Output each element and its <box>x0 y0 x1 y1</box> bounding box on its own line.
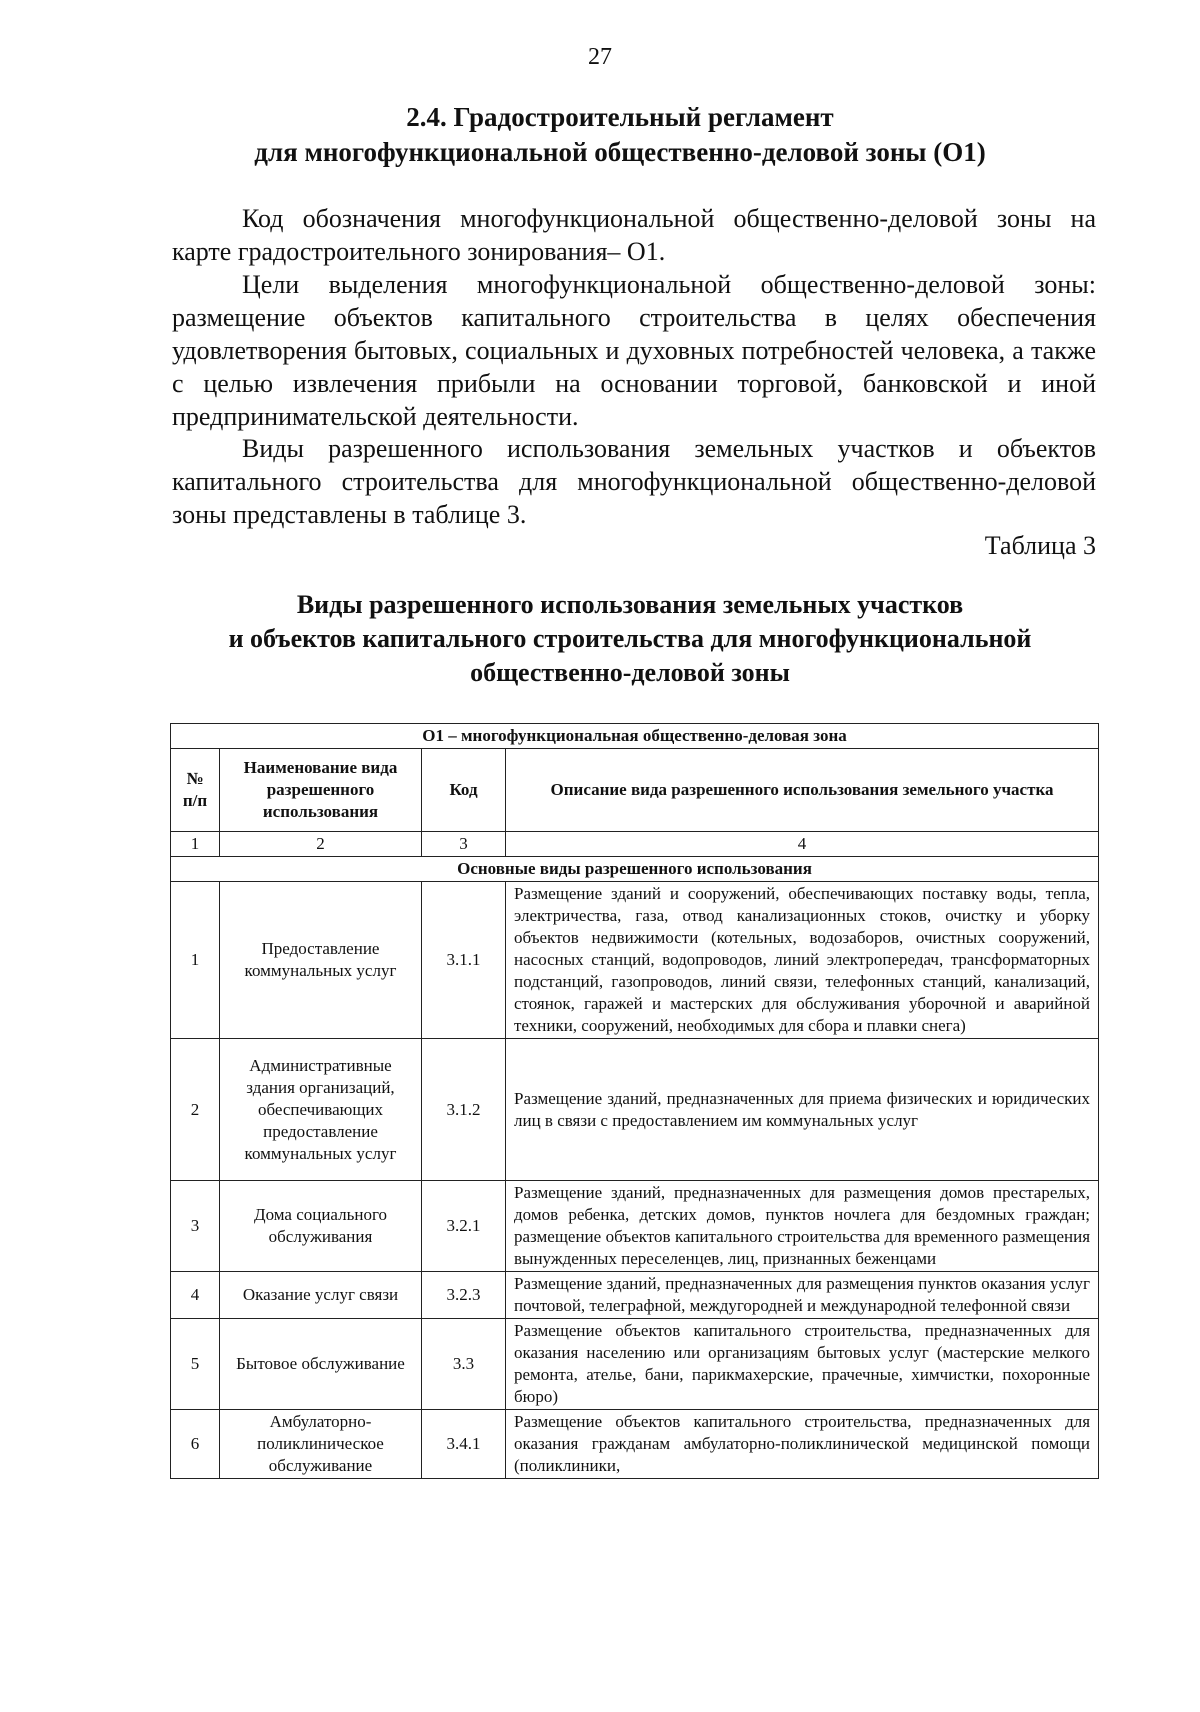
row-name: Бытовое обслуживание <box>220 1319 422 1410</box>
zone-title-cell: О1 – многофункциональная общественно-деловая зона <box>171 724 1099 749</box>
row-description: Размещение зданий, предназначенных для размещения пунктов оказания услуг почтовой, телеграфной, междугородней и международной телефонной связи <box>506 1272 1099 1319</box>
paragraph-zone-goals <box>172 268 1096 433</box>
table-title-line-3: общественно-деловой зоны <box>470 658 790 687</box>
row-description: Размещение объектов капитального строительства, предназначенных для оказания населению или организациям бытовых услуг (мастерские мелкого ремонта, ателье, бани, парикмахерские, прачечные, химчистки, похоронные бюро) <box>506 1319 1099 1410</box>
row-name: Административные здания организаций, обеспечивающих предоставление коммунальных услуг <box>220 1039 422 1181</box>
header-code: Код <box>422 749 506 832</box>
paragraph-zone-code <box>172 202 1096 268</box>
table-row <box>171 1410 1099 1479</box>
row-description: Размещение зданий и сооружений, обеспечивающих поставку воды, тепла, электричества, газа, отвод канализационных стоков, очистку и уборку объектов недвижимости (котельных, водозаборов, очистных сооружений, насосных станций, водопроводов, линий электропередач, трансформаторных подстанций, газопроводов, линий связи, телефонных станций, канализаций, стоянок, гаражей и мастерских для обслуживания уборочной и аварийной техники, сооружений, необходимых для сбора и плавки снега) <box>506 882 1099 1039</box>
table-label: Таблица 3 <box>984 531 1096 560</box>
row-code: 3.4.1 <box>422 1410 506 1479</box>
header-name: Наименование вида разрешенного использования <box>220 749 422 832</box>
row-description: Размещение зданий, предназначенных для приема физических и юридических лиц в связи с предоставлением им коммунальных услуг <box>506 1039 1099 1181</box>
table-row <box>171 882 1099 1039</box>
table-row <box>171 1039 1099 1181</box>
row-name: Предоставление коммунальных услуг <box>220 882 422 1039</box>
row-num: 4 <box>171 1272 220 1319</box>
section-heading <box>120 100 1120 170</box>
row-description: Размещение объектов капитального строительства, предназначенных для оказания гражданам амбулаторно-поликлинической медицинской помощи (поликлиники, <box>506 1410 1099 1479</box>
section-heading-line-2: для многофункциональной общественно-деловой зоны (О1) <box>254 137 986 167</box>
table-title <box>160 588 1100 690</box>
column-number: 1 <box>171 832 220 857</box>
section-heading-line-1: 2.4. Градостроительный регламент <box>406 102 834 132</box>
table-row <box>171 1319 1099 1410</box>
column-number: 4 <box>506 832 1099 857</box>
row-code: 3.1.2 <box>422 1039 506 1181</box>
table-row <box>171 1181 1099 1272</box>
header-num: № п/п <box>171 749 220 832</box>
row-name: Амбулаторно-поликлиническое обслуживание <box>220 1410 422 1479</box>
section-title-cell: Основные виды разрешенного использования <box>171 857 1099 882</box>
table-title-line-1: Виды разрешенного использования земельных участков <box>296 590 964 619</box>
column-number: 3 <box>422 832 506 857</box>
column-number-row <box>171 832 1099 857</box>
column-number: 2 <box>220 832 422 857</box>
row-name: Дома социального обслуживания <box>220 1181 422 1272</box>
page-number: 27 <box>588 44 612 70</box>
table-row <box>171 1272 1099 1319</box>
section-row <box>171 857 1099 882</box>
row-code: 3.2.1 <box>422 1181 506 1272</box>
paragraph-table-reference <box>172 432 1096 531</box>
row-num: 3 <box>171 1181 220 1272</box>
row-code: 3.2.3 <box>422 1272 506 1319</box>
row-code: 3.3 <box>422 1319 506 1410</box>
row-code: 3.1.1 <box>422 882 506 1039</box>
header-description: Описание вида разрешенного использования земельного участка <box>506 749 1099 832</box>
paragraph-2: Цели выделения многофункциональной общественно-деловой зоны: размещение объектов капитального строительства в целях обеспечения удовлетворения бытовых, социальных и духовных потребностей человека, а также с целью извлечения прибыли на основании торговой, банковской и иной предпринимательской деятельности. <box>172 270 1096 431</box>
column-header-row <box>171 749 1099 832</box>
row-num: 2 <box>171 1039 220 1181</box>
row-num: 6 <box>171 1410 220 1479</box>
permitted-use-table <box>170 723 1099 1479</box>
paragraph-3: Виды разрешенного использования земельных участков и объектов капитального строительства для многофункциональной общественно-деловой зоны представлены в таблице 3. <box>172 434 1096 529</box>
zone-title-row <box>171 724 1099 749</box>
row-name: Оказание услуг связи <box>220 1272 422 1319</box>
paragraph-1: Код обозначения многофункциональной общественно-деловой зоны на карте градостроительного зонирования– О1. <box>172 204 1096 266</box>
row-num: 1 <box>171 882 220 1039</box>
row-num: 5 <box>171 1319 220 1410</box>
table-title-line-2: и объектов капитального строительства для многофункциональной <box>228 624 1032 653</box>
row-description: Размещение зданий, предназначенных для размещения домов престарелых, домов ребенка, детских домов, пунктов ночлега для бездомных граждан; размещение объектов капитального строительства для временного размещения вынужденных переселенцев, лиц, признанных беженцами <box>506 1181 1099 1272</box>
